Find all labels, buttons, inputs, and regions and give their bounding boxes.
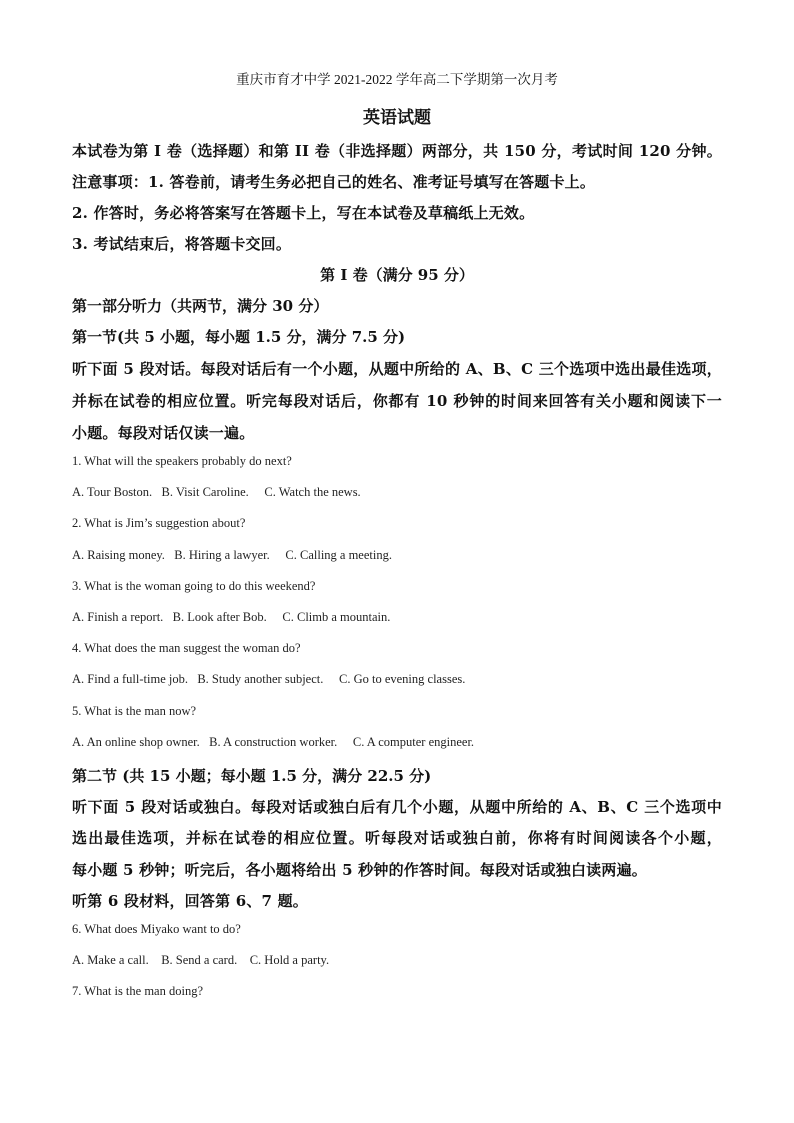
instruction-line: 注意事项：1. 答卷前，请考生务必把自己的姓名、准考证号填写在答题卡上。 <box>72 173 596 191</box>
question-text: 4. What does the man suggest the woman do? <box>72 641 301 655</box>
material-heading: 听第 6 段材料，回答第 6、7 题。 <box>72 892 309 910</box>
instruction-line: 3. 考试结束后，将答题卡交回。 <box>72 235 292 253</box>
section-title: 第二节 (共 15 小题；每小题 1.5 分，满分 22.5 分) <box>72 767 432 785</box>
question-text: 1. What will the speakers probably do next? <box>72 454 292 468</box>
question-options: A. Raising money. B. Hiring a lawyer. C. Calling a meeting. <box>72 548 392 562</box>
school-header: 重庆市育才中学 2021-2022 学年高二下学期第一次月考 <box>236 72 558 87</box>
question-text: 2. What is Jim’s suggestion about? <box>72 516 246 530</box>
question-options: A. Make a call. B. Send a card. C. Hold a party. <box>72 953 330 967</box>
question-text: 6. What does Miyako want to do? <box>72 922 241 936</box>
volume-title: 第 I 卷（满分 95 分） <box>320 266 474 284</box>
directions-line: 听下面 5 段对话。每段对话后有一个小题，从题中所给的 A、B、C 三个选项中选出最佳选项， <box>72 360 722 378</box>
section-title: 第一节(共 5 小题，每小题 1.5 分，满分 7.5 分) <box>72 328 406 346</box>
question-text: 5. What is the man now? <box>72 704 197 718</box>
question-options: A. Find a full-time job. B. Study another subject. C. Go to evening classes. <box>72 672 466 686</box>
question-options: A. Finish a report. B. Look after Bob. C. Climb a mountain. <box>72 610 391 624</box>
question-options: A. An online shop owner. B. A construction worker. C. A computer engineer. <box>72 735 475 749</box>
part-title: 第一部分听力（共两节，满分 30 分） <box>72 297 329 315</box>
page-title: 英语试题 <box>363 108 431 128</box>
directions-line: 听下面 5 段对话或独白。每段对话或独白后有几个小题，从题中所给的 A、B、C 三个选项中 <box>72 798 722 816</box>
directions-line: 小题。每段对话仅读一遍。 <box>72 424 255 442</box>
question-options: A. Tour Boston. B. Visit Caroline. C. Watch the news. <box>72 485 361 499</box>
instruction-line: 本试卷为第 I 卷（选择题）和第 II 卷（非选择题）两部分，共 150 分，考试时间 120 分钟。 <box>72 142 722 160</box>
question-text: 3. What is the woman going to do this weekend? <box>72 579 316 593</box>
question-text: 7. What is the man doing? <box>72 984 203 998</box>
directions-line: 选出最佳选项，并标在试卷的相应位置。听每段对话或独白前，你将有时间阅读各个小题， <box>72 829 722 847</box>
instruction-line: 2. 作答时，务必将答案写在答题卡上，写在本试卷及草稿纸上无效。 <box>72 204 535 222</box>
directions-line: 并标在试卷的相应位置。听完每段对话后，你都有 10 秒钟的时间来回答有关小题和阅读下一 <box>72 392 722 410</box>
directions-line: 每小题 5 秒钟；听完后，各小题将给出 5 秒钟的作答时间。每段对话或独白读两遍。 <box>72 861 647 879</box>
